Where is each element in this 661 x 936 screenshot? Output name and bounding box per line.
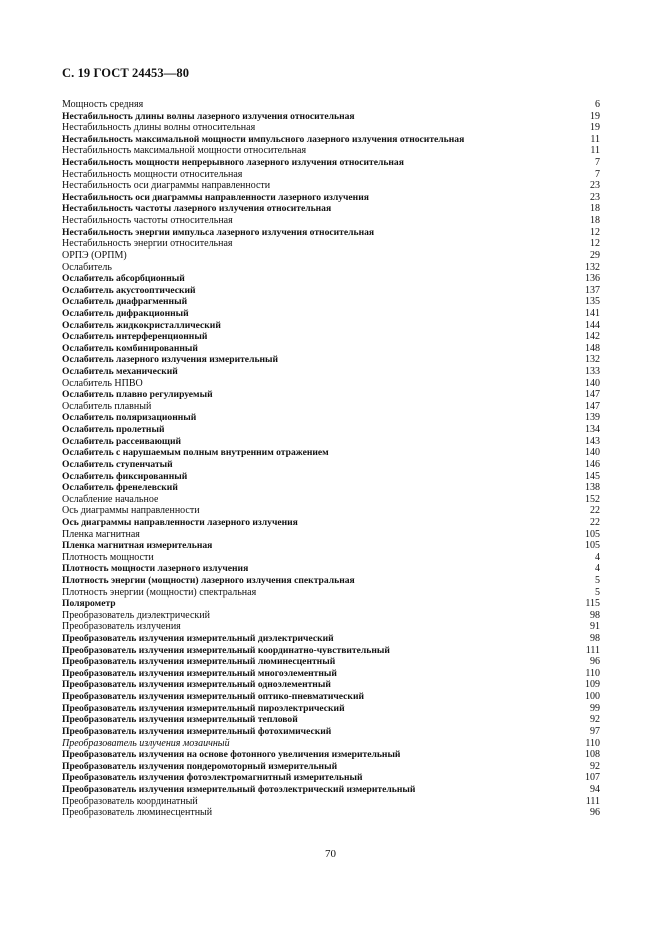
index-term: Преобразователь излучения измерительный многоэлементный — [62, 667, 337, 679]
index-term: Ослабитель акустооптический — [62, 284, 196, 296]
index-entry — [62, 761, 600, 773]
index-term: Ослабитель лазерного излучения измерительный — [62, 354, 279, 366]
index-page-ref: 12 — [590, 226, 600, 238]
index-term: Преобразователь диэлектрический — [62, 609, 210, 621]
index-term: Ослабитель — [62, 261, 112, 273]
index-entry — [62, 749, 600, 761]
index-term: Нестабильность частоты лазерного излучения относительная — [62, 203, 332, 215]
index-term: Пленка магнитная — [62, 528, 140, 540]
index-page-ref: 97 — [590, 725, 600, 737]
index-entry — [62, 668, 600, 680]
index-page-ref: 22 — [590, 505, 600, 517]
index-term: Плотность энергии (мощности) спектральная — [62, 586, 257, 598]
index-page-ref: 109 — [585, 679, 600, 691]
index-term: ОРПЭ (ОРПМ) — [62, 249, 127, 261]
index-entry — [62, 726, 600, 738]
index-entry — [62, 354, 600, 366]
index-term: Полярометр — [62, 598, 116, 610]
index-page-ref: 23 — [590, 180, 600, 192]
index-entry — [62, 633, 600, 645]
index-entry — [62, 540, 600, 552]
index-entry — [62, 645, 600, 657]
index-page-ref: 11 — [590, 133, 600, 145]
index-term: Ослабитель жидкокристаллический — [62, 319, 221, 331]
index-page-ref: 105 — [585, 528, 600, 540]
index-page-ref: 4 — [595, 563, 600, 575]
index-page-ref: 138 — [585, 482, 600, 494]
term-index-list — [62, 99, 600, 819]
index-entry — [62, 656, 600, 668]
index-term: Преобразователь излучения измерительный оптико-пневматический — [62, 691, 365, 703]
index-entry — [62, 285, 600, 297]
index-term: Ось диаграммы направленности лазерного излучения — [62, 516, 298, 528]
index-term: Нестабильность длины волны относительная — [62, 122, 256, 134]
index-entry — [62, 505, 600, 517]
index-entry — [62, 459, 600, 471]
index-page-ref: 96 — [590, 656, 600, 668]
index-entry — [62, 621, 600, 633]
index-term: Плотность мощности лазерного излучения — [62, 563, 249, 575]
index-entry — [62, 320, 600, 332]
index-term: Преобразователь излучения измерительный координатно-чувствительный — [62, 644, 390, 656]
index-term: Ослабитель абсорбционный — [62, 273, 185, 285]
index-term: Преобразователь излучения пондеромоторный измерительный — [62, 760, 338, 772]
index-entry — [62, 250, 600, 262]
index-term: Ослабитель поляризационный — [62, 412, 197, 424]
index-term: Преобразователь излучения измерительный люминесцентный — [62, 656, 336, 668]
index-page-ref: 19 — [590, 122, 600, 134]
index-term: Преобразователь излучения измерительный тепловой — [62, 714, 298, 726]
index-page-ref: 22 — [590, 516, 600, 528]
index-term: Преобразователь излучения измерительный фотохимический — [62, 725, 332, 737]
index-term: Нестабильность оси диаграммы направленности — [62, 180, 271, 192]
index-term: Ослабление начальное — [62, 493, 159, 505]
index-page-ref: 140 — [585, 377, 600, 389]
index-term: Ослабитель диафрагменный — [62, 296, 188, 308]
index-page-ref: 136 — [585, 273, 600, 285]
index-entry — [62, 517, 600, 529]
index-page-ref: 110 — [585, 667, 600, 679]
index-term: Нестабильность максимальной мощности относительная — [62, 145, 307, 157]
index-term: Плотность мощности — [62, 551, 154, 563]
index-entry — [62, 343, 600, 355]
index-page-ref: 100 — [585, 691, 600, 703]
index-entry — [62, 366, 600, 378]
index-term: Нестабильность мощности непрерывного лазерного излучения относительная — [62, 157, 404, 169]
index-term: Ослабитель плавно регулируемый — [62, 389, 213, 401]
index-page-ref: 105 — [585, 540, 600, 552]
index-term: Нестабильность оси диаграммы направленности лазерного излучения — [62, 191, 369, 203]
index-page-ref: 5 — [595, 574, 600, 586]
index-entry — [62, 587, 600, 599]
index-entry — [62, 157, 600, 169]
index-term: Преобразователь излучения измерительный диэлектрический — [62, 633, 334, 645]
index-page-ref: 132 — [585, 261, 600, 273]
page-number: 70 — [325, 848, 336, 860]
index-term: Мощность средняя — [62, 99, 144, 110]
index-page-ref: 92 — [590, 760, 600, 772]
index-entry — [62, 145, 600, 157]
index-entry — [62, 122, 600, 134]
index-term: Преобразователь координатный — [62, 795, 198, 807]
index-entry — [62, 169, 600, 181]
index-term: Преобразователь излучения мозаичный — [62, 737, 230, 749]
index-page-ref: 135 — [585, 296, 600, 308]
index-page-ref: 110 — [585, 737, 600, 749]
index-entry — [62, 494, 600, 506]
index-page-ref: 142 — [585, 331, 600, 343]
index-term: Преобразователь люминесцентный — [62, 807, 213, 819]
index-entry — [62, 679, 600, 691]
index-entry — [62, 796, 600, 808]
index-entry — [62, 296, 600, 308]
index-entry — [62, 331, 600, 343]
index-page-ref: 5 — [595, 586, 600, 598]
index-entry — [62, 111, 600, 123]
index-term: Преобразователь излучения измерительный фотоэлектрический измерительный — [62, 783, 416, 795]
index-page-ref: 6 — [595, 99, 600, 110]
index-entry — [62, 703, 600, 715]
index-term: Нестабильность частоты относительная — [62, 215, 233, 227]
index-page-ref: 19 — [590, 110, 600, 122]
index-term: Ослабитель плавный — [62, 400, 152, 412]
index-page-ref: 96 — [590, 807, 600, 819]
index-page-ref: 4 — [595, 551, 600, 563]
index-entry — [62, 784, 600, 796]
index-page-ref: 134 — [585, 424, 600, 436]
index-page-ref: 91 — [590, 621, 600, 633]
index-term: Преобразователь излучения измерительный одноэлементный — [62, 679, 331, 691]
index-entry — [62, 180, 600, 192]
index-term: Нестабильность максимальной мощности импульсного лазерного излучения относительная — [62, 133, 465, 145]
index-page-ref: 12 — [590, 238, 600, 250]
index-entry — [62, 412, 600, 424]
index-term: Ослабитель фиксированный — [62, 470, 188, 482]
index-entry — [62, 482, 600, 494]
index-entry — [62, 563, 600, 575]
index-page-ref: 107 — [585, 772, 600, 784]
index-entry — [62, 598, 600, 610]
index-entry — [62, 436, 600, 448]
index-page-ref: 146 — [585, 458, 600, 470]
index-entry — [62, 192, 600, 204]
index-entry — [62, 691, 600, 703]
index-page-ref: 115 — [585, 598, 600, 610]
index-term: Ослабитель дифракционный — [62, 307, 189, 319]
index-entry — [62, 772, 600, 784]
index-term: Ослабитель НПВО — [62, 377, 143, 389]
index-term: Ослабитель интерференционный — [62, 331, 208, 343]
index-term: Преобразователь излучения на основе фотонного увеличения измерительный — [62, 749, 401, 761]
index-page-ref: 143 — [585, 435, 600, 447]
index-term: Преобразователь излучения фотоэлектромагнитный измерительный — [62, 772, 363, 784]
index-page-ref: 7 — [595, 168, 600, 180]
index-term: Ослабитель с нарушаемым полным внутренним отражением — [62, 447, 329, 459]
index-entry — [62, 401, 600, 413]
index-entry — [62, 308, 600, 320]
index-page-ref: 98 — [590, 633, 600, 645]
index-entry — [62, 552, 600, 564]
index-entry — [62, 273, 600, 285]
index-term: Нестабильность мощности относительная — [62, 168, 243, 180]
index-term: Нестабильность длины волны лазерного излучения относительная — [62, 110, 355, 122]
page-header: С. 19 ГОСТ 24453—80 — [62, 66, 190, 80]
index-term: Пленка магнитная измерительная — [62, 540, 213, 552]
index-entry — [62, 610, 600, 622]
index-page-ref: 18 — [590, 215, 600, 227]
index-entry — [62, 262, 600, 274]
index-term: Ослабитель комбинированный — [62, 342, 198, 354]
index-entry — [62, 134, 600, 146]
index-page-ref: 145 — [585, 470, 600, 482]
index-entry — [62, 447, 600, 459]
index-term: Нестабильность энергии относительная — [62, 238, 233, 250]
index-term: Плотность энергии (мощности) лазерного излучения спектральная — [62, 574, 355, 586]
index-entry — [62, 215, 600, 227]
index-page-ref: 152 — [585, 493, 600, 505]
index-page-ref: 148 — [585, 342, 600, 354]
index-entry — [62, 378, 600, 390]
index-entry — [62, 575, 600, 587]
index-page-ref: 133 — [585, 366, 600, 378]
index-term: Ослабитель ступенчатый — [62, 458, 173, 470]
index-page-ref: 141 — [585, 307, 600, 319]
index-page-ref: 23 — [590, 191, 600, 203]
index-entry — [62, 389, 600, 401]
index-page-ref: 111 — [585, 644, 600, 656]
index-entry — [62, 227, 600, 239]
index-entry — [62, 529, 600, 541]
index-page-ref: 132 — [585, 354, 600, 366]
index-entry — [62, 471, 600, 483]
index-term: Ослабитель механический — [62, 366, 178, 378]
index-page-ref: 11 — [590, 145, 600, 157]
index-entry — [62, 99, 600, 111]
index-entry — [62, 424, 600, 436]
index-page-ref: 140 — [585, 447, 600, 459]
index-entry — [62, 238, 600, 250]
index-page-ref: 98 — [590, 609, 600, 621]
index-page-ref: 99 — [590, 702, 600, 714]
index-term: Ослабитель рассеивающий — [62, 435, 182, 447]
index-term: Ослабитель пролетный — [62, 424, 165, 436]
index-entry — [62, 738, 600, 750]
index-term: Преобразователь излучения — [62, 621, 181, 633]
index-term: Преобразователь излучения измерительный пироэлектрический — [62, 702, 345, 714]
index-page-ref: 29 — [590, 249, 600, 261]
index-page-ref: 94 — [590, 783, 600, 795]
index-page-ref: 137 — [585, 284, 600, 296]
index-term: Ослабитель френелевский — [62, 482, 178, 494]
index-page-ref: 92 — [590, 714, 600, 726]
index-page-ref: 18 — [590, 203, 600, 215]
index-term: Ось диаграммы направленности — [62, 505, 200, 517]
index-page-ref: 108 — [585, 749, 600, 761]
index-page-ref: 7 — [595, 157, 600, 169]
index-entry — [62, 807, 600, 819]
index-page-ref: 139 — [585, 412, 600, 424]
index-page-ref: 147 — [585, 400, 600, 412]
index-entry — [62, 714, 600, 726]
index-term: Нестабильность энергии импульса лазерного излучения относительная — [62, 226, 375, 238]
index-page-ref: 111 — [585, 795, 600, 807]
index-entry — [62, 203, 600, 215]
index-page-ref: 147 — [585, 389, 600, 401]
index-page-ref: 144 — [585, 319, 600, 331]
